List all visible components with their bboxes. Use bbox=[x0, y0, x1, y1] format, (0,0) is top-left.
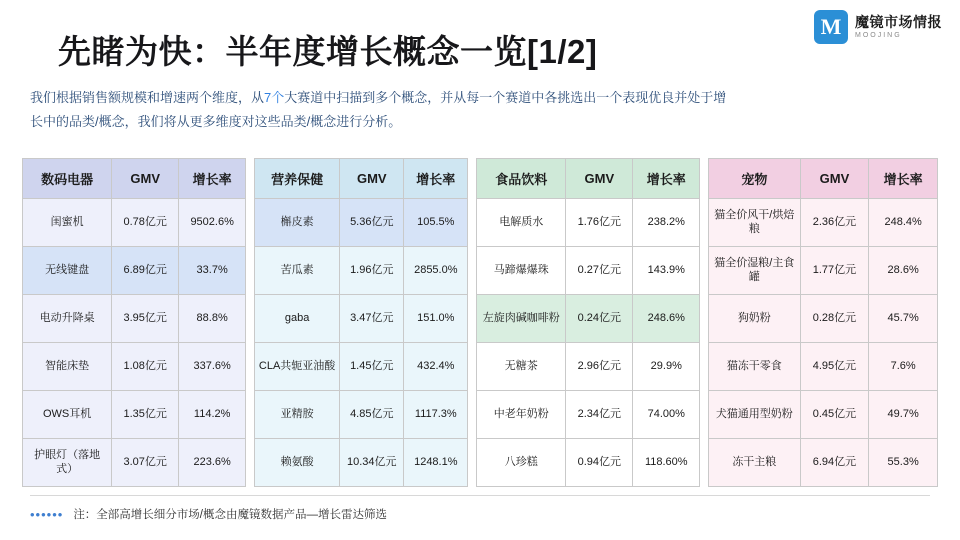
table-pet bbox=[708, 158, 938, 487]
col-header-category: 宠物 bbox=[709, 159, 801, 199]
cell-name: 犬猫通用型奶粉 bbox=[709, 391, 801, 439]
footer-divider bbox=[30, 495, 930, 496]
col-header-growth: 增长率 bbox=[633, 159, 700, 199]
col-header-growth: 增长率 bbox=[179, 159, 246, 199]
cell-gmv: 1.96亿元 bbox=[340, 247, 404, 295]
cell-gmv: 1.08亿元 bbox=[112, 343, 179, 391]
cell-growth: 223.6% bbox=[179, 439, 246, 487]
table-row bbox=[477, 199, 700, 247]
cell-gmv: 1.45亿元 bbox=[340, 343, 404, 391]
cell-name: 闺蜜机 bbox=[23, 199, 112, 247]
cell-name: 狗奶粉 bbox=[709, 295, 801, 343]
table-header-row bbox=[254, 159, 467, 199]
cell-gmv: 4.85亿元 bbox=[340, 391, 404, 439]
cell-gmv: 0.78亿元 bbox=[112, 199, 179, 247]
cell-name: 中老年奶粉 bbox=[477, 391, 566, 439]
table-row bbox=[477, 439, 700, 487]
table-row bbox=[709, 247, 938, 295]
cell-gmv: 6.89亿元 bbox=[112, 247, 179, 295]
cell-name: 马蹄爆爆珠 bbox=[477, 247, 566, 295]
table-row bbox=[23, 199, 246, 247]
col-header-category: 食品饮料 bbox=[477, 159, 566, 199]
cell-name: 护眼灯（落地式） bbox=[23, 439, 112, 487]
cell-growth: 29.9% bbox=[633, 343, 700, 391]
concept-tables bbox=[22, 158, 938, 487]
col-header-growth: 增长率 bbox=[404, 159, 468, 199]
table-row bbox=[477, 295, 700, 343]
intro-part-1: 我们根据销售额规模和增速两个维度，从 bbox=[30, 90, 265, 105]
page-title: 先睹为快：半年度增长概念一览[1/2] bbox=[58, 33, 598, 70]
cell-gmv: 1.35亿元 bbox=[112, 391, 179, 439]
logo-mark-icon: M bbox=[814, 10, 848, 44]
cell-gmv: 0.45亿元 bbox=[800, 391, 869, 439]
cell-gmv: 4.95亿元 bbox=[800, 343, 869, 391]
col-header-category: 数码电器 bbox=[23, 159, 112, 199]
table-row bbox=[477, 247, 700, 295]
cell-gmv: 0.28亿元 bbox=[800, 295, 869, 343]
cell-gmv: 3.95亿元 bbox=[112, 295, 179, 343]
footnote-text: 注：全部高增长细分市场/概念由魔镜数据产品—增长雷达筛选 bbox=[73, 509, 388, 521]
cell-growth: 143.9% bbox=[633, 247, 700, 295]
cell-growth: 45.7% bbox=[869, 295, 938, 343]
cell-gmv: 0.94亿元 bbox=[566, 439, 633, 487]
col-header-gmv: GMV bbox=[112, 159, 179, 199]
cell-growth: 114.2% bbox=[179, 391, 246, 439]
table-row bbox=[254, 199, 467, 247]
table-row bbox=[709, 343, 938, 391]
table-row bbox=[477, 391, 700, 439]
cell-growth: 1117.3% bbox=[404, 391, 468, 439]
cell-gmv: 1.77亿元 bbox=[800, 247, 869, 295]
table-nutrition-health bbox=[254, 158, 468, 487]
brand-logo bbox=[814, 10, 942, 44]
cell-name: 猫全价风干/烘焙粮 bbox=[709, 199, 801, 247]
cell-name: 亚精胺 bbox=[254, 391, 339, 439]
cell-gmv: 1.76亿元 bbox=[566, 199, 633, 247]
cell-gmv: 10.34亿元 bbox=[340, 439, 404, 487]
intro-part-2: 大赛道中扫描到多个概念，并从每一个赛道中各挑选出一个表现优良并处于增长中的品类/概念，我们将从更多维度对这些品类/概念进行分析。 bbox=[30, 90, 727, 130]
table-row bbox=[254, 247, 467, 295]
cell-gmv: 6.94亿元 bbox=[800, 439, 869, 487]
cell-name: 猫冻干零食 bbox=[709, 343, 801, 391]
cell-name: 八珍糕 bbox=[477, 439, 566, 487]
cell-growth: 74.00% bbox=[633, 391, 700, 439]
cell-name: CLA共轭亚油酸 bbox=[254, 343, 339, 391]
cell-growth: 88.8% bbox=[179, 295, 246, 343]
col-header-gmv: GMV bbox=[800, 159, 869, 199]
cell-name: 冻干主粮 bbox=[709, 439, 801, 487]
cell-name: 苦瓜素 bbox=[254, 247, 339, 295]
table-row bbox=[23, 391, 246, 439]
cell-growth: 1248.1% bbox=[404, 439, 468, 487]
cell-growth: 9502.6% bbox=[179, 199, 246, 247]
cell-name: 无糖茶 bbox=[477, 343, 566, 391]
cell-growth: 238.2% bbox=[633, 199, 700, 247]
cell-gmv: 2.34亿元 bbox=[566, 391, 633, 439]
table-row bbox=[709, 391, 938, 439]
table-header-row bbox=[23, 159, 246, 199]
table-row bbox=[23, 343, 246, 391]
cell-name: 电动升降桌 bbox=[23, 295, 112, 343]
table-row bbox=[23, 295, 246, 343]
cell-growth: 55.3% bbox=[869, 439, 938, 487]
table-row bbox=[254, 439, 467, 487]
cell-gmv: 2.36亿元 bbox=[800, 199, 869, 247]
intro-paragraph bbox=[30, 86, 730, 134]
dots-icon: •••••• bbox=[30, 506, 64, 522]
logo-text bbox=[855, 15, 942, 39]
table-gap bbox=[700, 158, 708, 487]
cell-gmv: 3.07亿元 bbox=[112, 439, 179, 487]
cell-growth: 151.0% bbox=[404, 295, 468, 343]
col-header-gmv: GMV bbox=[340, 159, 404, 199]
logo-name: 魔镜市场情报 bbox=[855, 13, 942, 30]
table-header-row bbox=[477, 159, 700, 199]
table-header-row bbox=[709, 159, 938, 199]
col-header-growth: 增长率 bbox=[869, 159, 938, 199]
cell-name: 猫全价湿粮/主食罐 bbox=[709, 247, 801, 295]
cell-growth: 33.7% bbox=[179, 247, 246, 295]
cell-gmv: 2.96亿元 bbox=[566, 343, 633, 391]
logo-subtitle: MOOJING bbox=[855, 31, 902, 39]
cell-name: gaba bbox=[254, 295, 339, 343]
table-row bbox=[709, 295, 938, 343]
cell-growth: 432.4% bbox=[404, 343, 468, 391]
cell-name: OWS耳机 bbox=[23, 391, 112, 439]
cell-growth: 248.4% bbox=[869, 199, 938, 247]
table-gap bbox=[246, 158, 254, 487]
table-food-beverage bbox=[476, 158, 700, 487]
cell-growth: 49.7% bbox=[869, 391, 938, 439]
cell-growth: 2855.0% bbox=[404, 247, 468, 295]
intro-highlight: 7个 bbox=[264, 90, 285, 105]
cell-name: 无线键盘 bbox=[23, 247, 112, 295]
table-row bbox=[477, 343, 700, 391]
table-gap bbox=[468, 158, 476, 487]
cell-gmv: 0.24亿元 bbox=[566, 295, 633, 343]
table-row bbox=[254, 391, 467, 439]
cell-growth: 118.60% bbox=[633, 439, 700, 487]
cell-name: 电解质水 bbox=[477, 199, 566, 247]
table-row bbox=[709, 439, 938, 487]
table-row bbox=[23, 439, 246, 487]
table-digital-appliance bbox=[22, 158, 246, 487]
cell-gmv: 0.27亿元 bbox=[566, 247, 633, 295]
cell-growth: 28.6% bbox=[869, 247, 938, 295]
footer bbox=[30, 506, 387, 522]
table-row bbox=[23, 247, 246, 295]
cell-growth: 248.6% bbox=[633, 295, 700, 343]
table-row bbox=[709, 199, 938, 247]
cell-growth: 337.6% bbox=[179, 343, 246, 391]
table-row bbox=[254, 343, 467, 391]
cell-growth: 105.5% bbox=[404, 199, 468, 247]
cell-name: 赖氨酸 bbox=[254, 439, 339, 487]
col-header-category: 营养保健 bbox=[254, 159, 339, 199]
cell-name: 左旋肉碱咖啡粉 bbox=[477, 295, 566, 343]
table-row bbox=[254, 295, 467, 343]
col-header-gmv: GMV bbox=[566, 159, 633, 199]
cell-name: 智能床垫 bbox=[23, 343, 112, 391]
cell-growth: 7.6% bbox=[869, 343, 938, 391]
cell-gmv: 5.36亿元 bbox=[340, 199, 404, 247]
cell-name: 槲皮素 bbox=[254, 199, 339, 247]
cell-gmv: 3.47亿元 bbox=[340, 295, 404, 343]
